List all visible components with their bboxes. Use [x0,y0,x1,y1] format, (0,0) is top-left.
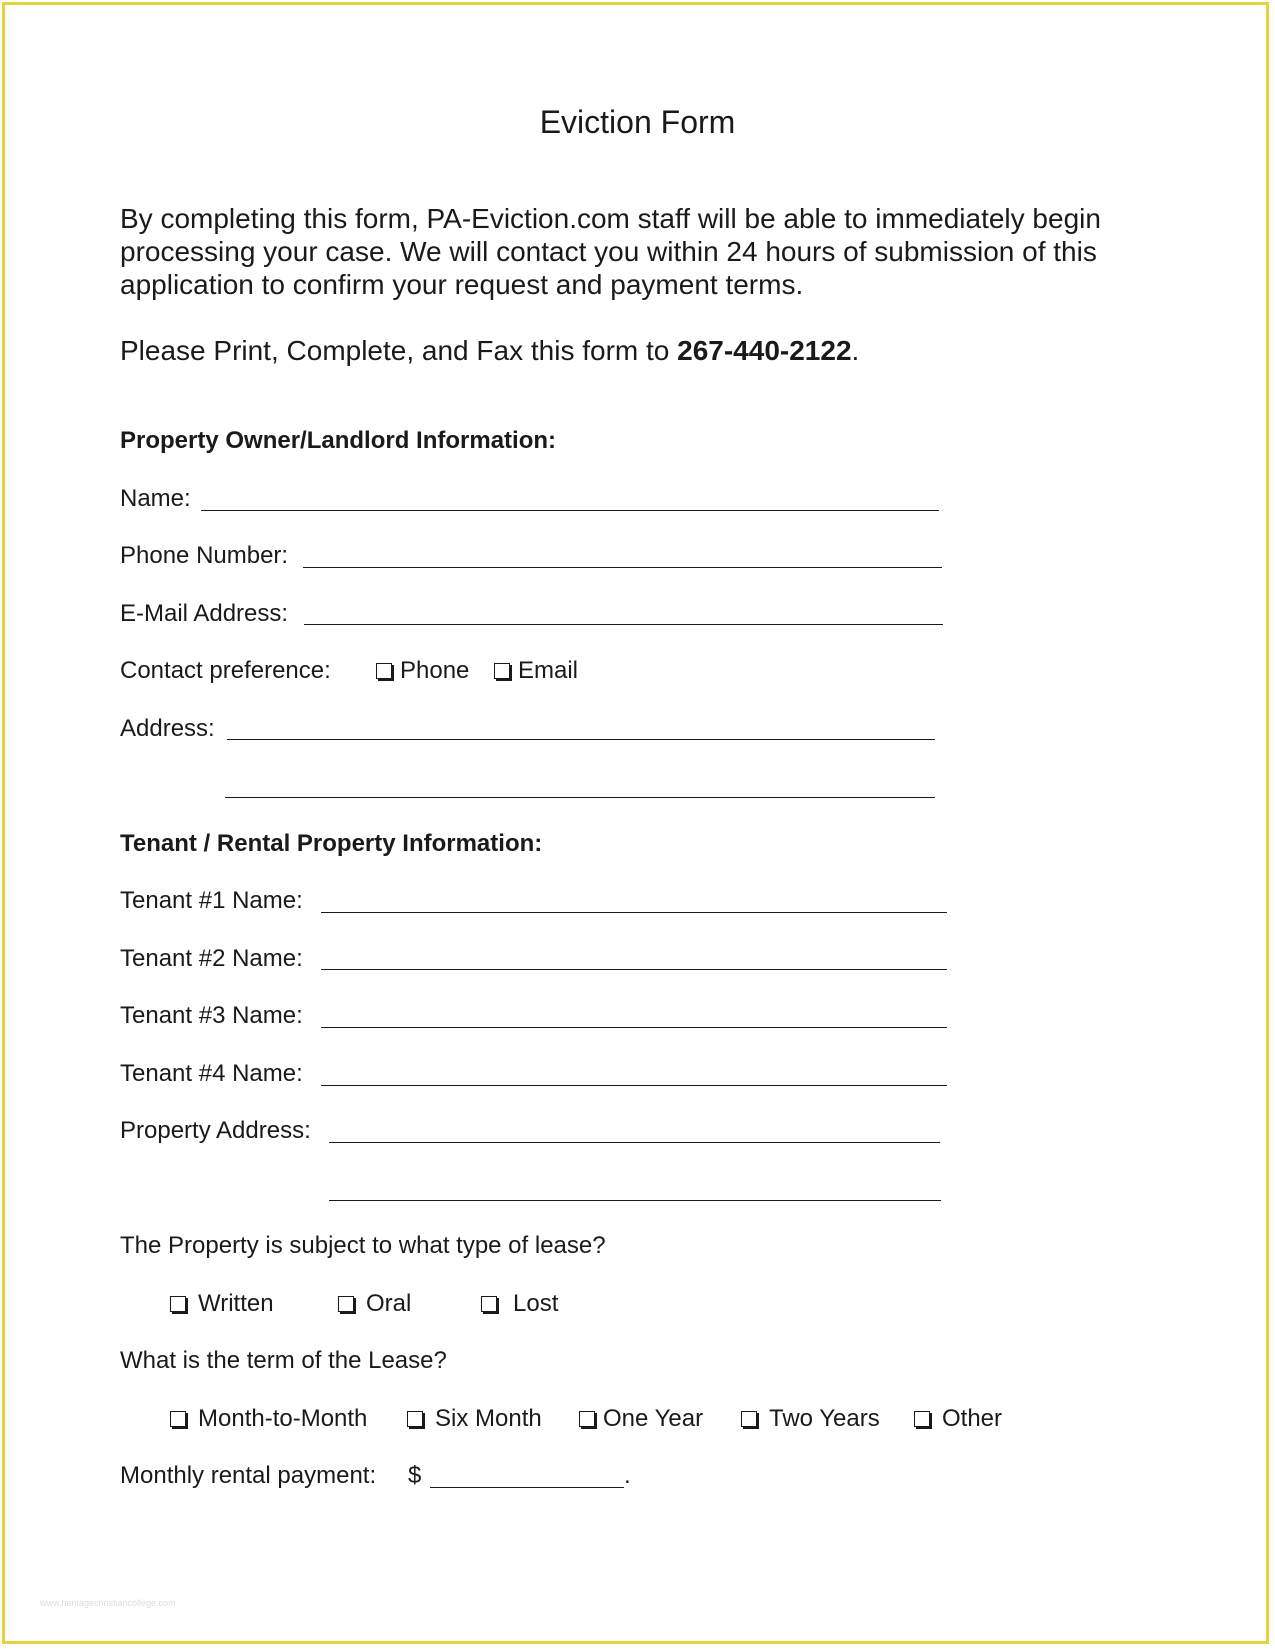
checkbox-icon [494,663,510,679]
tenant-section-heading: Tenant / Rental Property Information: [120,830,543,857]
tenant-4-label: Tenant #4 Name: [120,1060,303,1087]
lease-term-two-years-label: Two Years [769,1405,880,1432]
lease-term-two-years[interactable] [741,1405,880,1433]
lease-term-six-month[interactable] [407,1405,542,1433]
lease-term-one-year[interactable] [579,1405,703,1433]
tenant-3-label: Tenant #3 Name: [120,1002,303,1029]
checkbox-icon [338,1296,354,1312]
checkbox-icon [407,1411,423,1427]
contact-option-email[interactable] [494,657,578,685]
owner-address-field-line1[interactable] [227,739,935,740]
property-address-field-line1[interactable] [329,1142,940,1143]
checkbox-icon [481,1296,497,1312]
property-address-field-line2[interactable] [329,1200,941,1201]
lease-term-other[interactable] [914,1405,1002,1433]
checkbox-icon [741,1411,757,1427]
page-title: Eviction Form [539,104,736,140]
watermark: www.heritagechristiancollege.com [40,1598,176,1608]
owner-phone-label: Phone Number: [120,542,289,569]
rent-suffix: . [624,1462,631,1489]
owner-name-label: Name: [120,485,191,512]
fax-suffix: . [851,335,860,366]
tenant-2-field[interactable] [321,969,947,970]
owner-phone-field[interactable] [303,567,942,568]
fax-instruction [120,335,859,367]
lease-term-month-to-month-label: Month-to-Month [198,1405,368,1432]
fax-number: 267-440-2122 [677,335,852,366]
lease-type-lost-label: Lost [513,1290,559,1317]
rent-currency: $ [408,1462,422,1489]
lease-type-oral[interactable] [338,1290,411,1318]
lease-term-one-year-label: One Year [603,1405,704,1432]
owner-email-field[interactable] [304,624,943,625]
contact-preference-label: Contact preference: [120,657,331,684]
lease-term-month-to-month[interactable] [170,1405,367,1433]
owner-name-field[interactable] [201,510,939,511]
lease-type-written-label: Written [198,1290,274,1317]
checkbox-icon [579,1411,595,1427]
checkbox-icon [170,1411,186,1427]
tenant-1-field[interactable] [321,912,947,913]
lease-type-question: The Property is subject to what type of lease? [120,1232,606,1259]
tenant-3-field[interactable] [321,1027,947,1028]
lease-term-question: What is the term of the Lease? [120,1347,447,1374]
owner-address-field-line2[interactable] [225,797,935,798]
fax-prefix: Please Print, Complete, and Fax this form to [120,335,678,366]
checkbox-icon [376,663,392,679]
contact-option-phone[interactable] [376,657,469,685]
owner-address-label: Address: [120,715,215,742]
property-address-label: Property Address: [120,1117,311,1144]
lease-term-other-label: Other [942,1405,1003,1432]
contact-option-phone-label: Phone [400,657,470,684]
lease-type-oral-label: Oral [366,1290,412,1317]
tenant-1-label: Tenant #1 Name: [120,887,303,914]
owner-email-label: E-Mail Address: [120,600,289,627]
checkbox-icon [170,1296,186,1312]
checkbox-icon [914,1411,930,1427]
rent-label: Monthly rental payment: [120,1462,377,1489]
owner-section-heading: Property Owner/Landlord Information: [120,427,557,454]
lease-type-lost[interactable] [481,1290,558,1318]
lease-term-six-month-label: Six Month [435,1405,542,1432]
intro-paragraph: By completing this form, PA-Eviction.com staff will be able to immediately begin processing your case. We will contact you within 24 hours of submission of this application to confirm your request and payment terms. [120,203,1101,300]
tenant-2-label: Tenant #2 Name: [120,945,303,972]
lease-type-written[interactable] [170,1290,274,1318]
contact-option-email-label: Email [518,657,579,684]
tenant-4-field[interactable] [321,1085,947,1086]
rent-amount-field[interactable] [430,1487,624,1488]
